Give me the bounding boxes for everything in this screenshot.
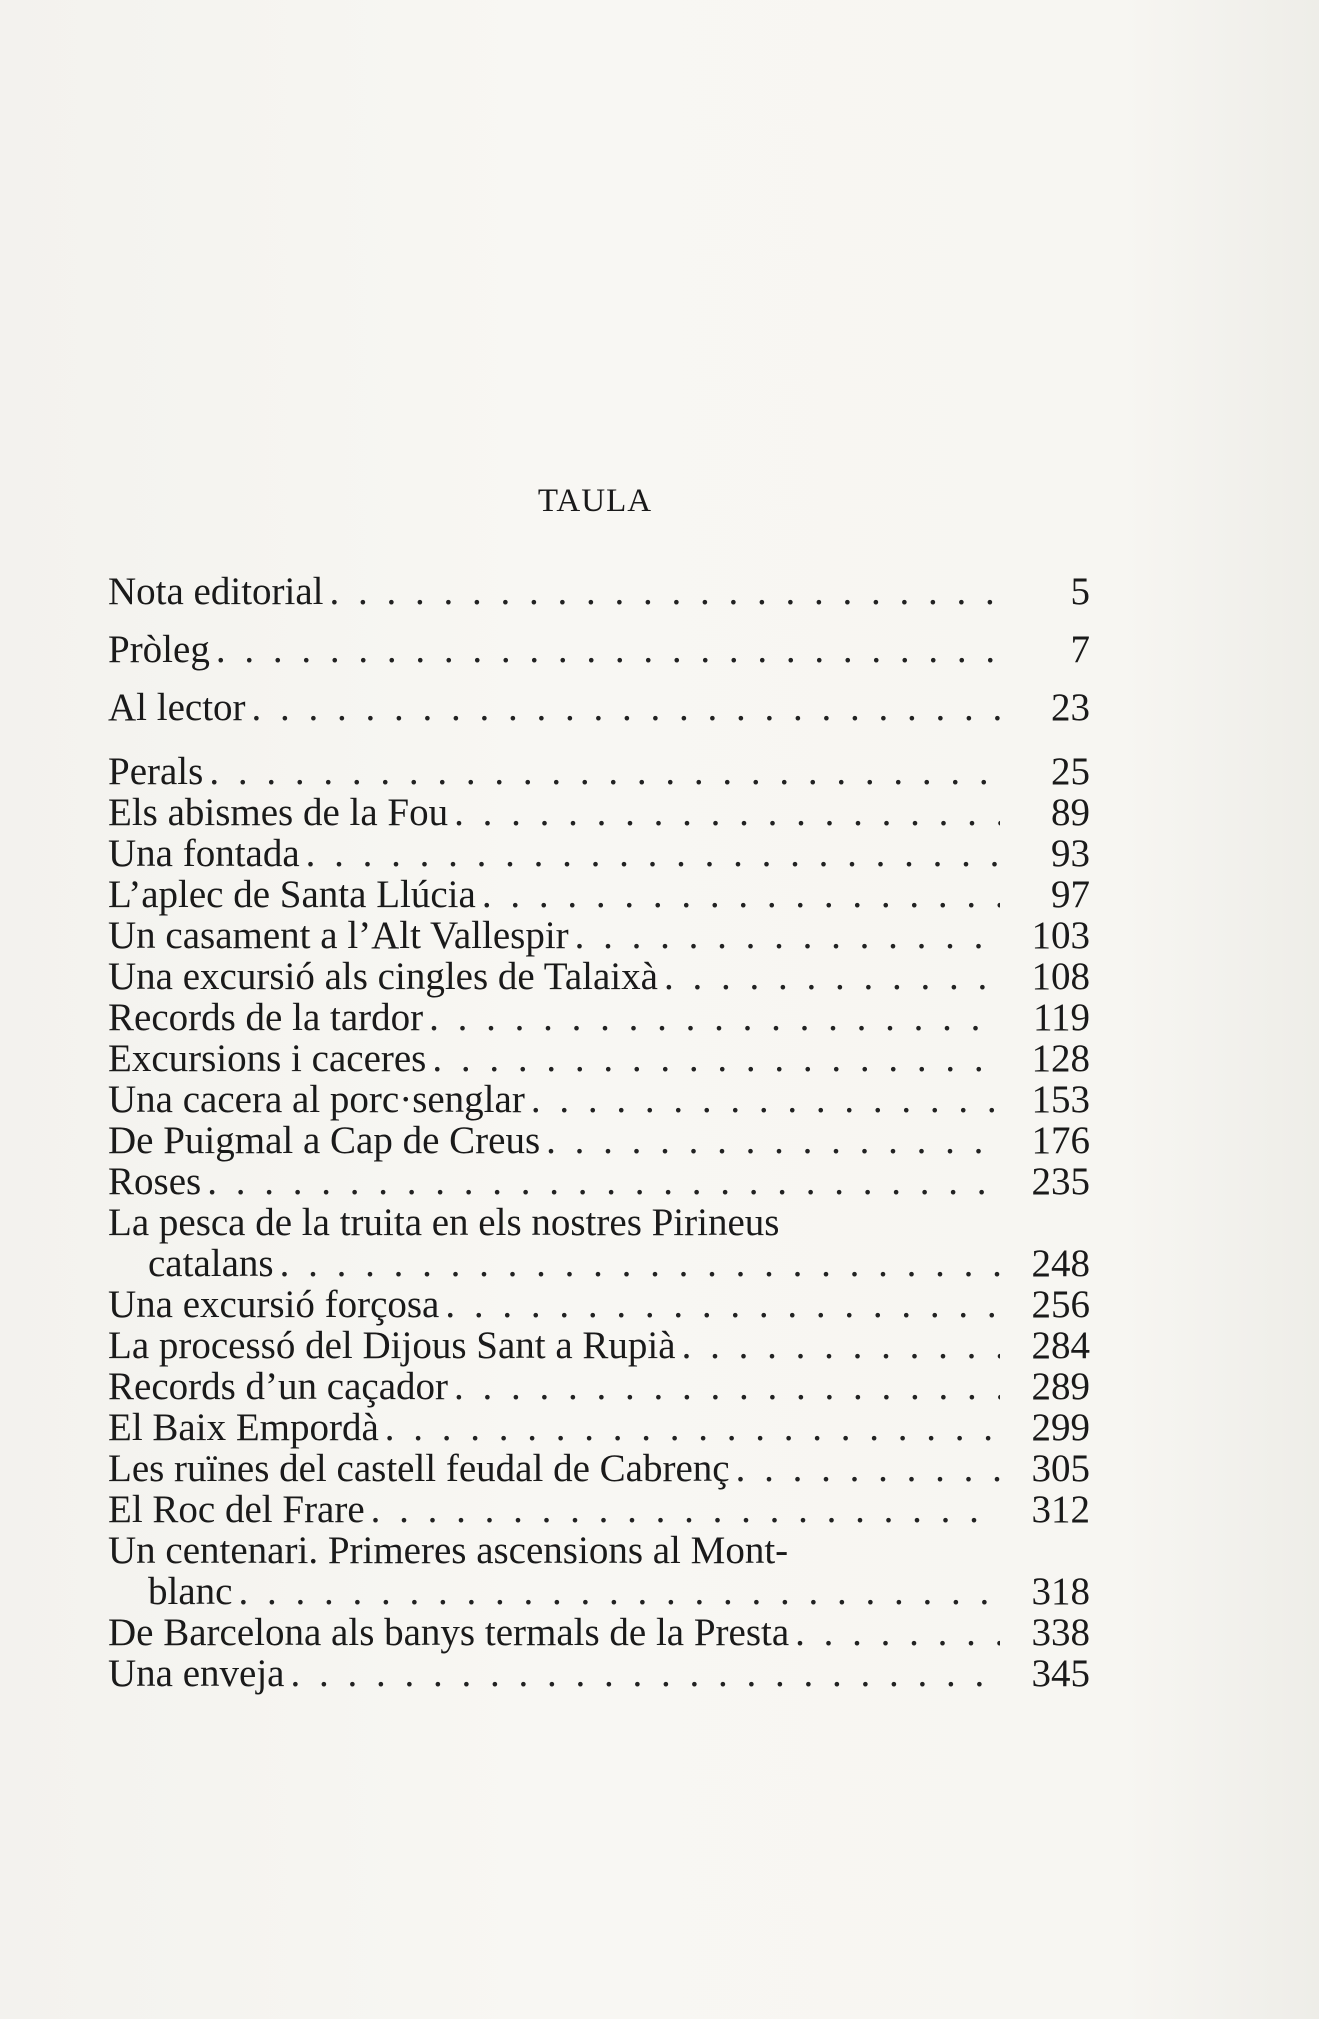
toc-entry-page: 299 (1031, 1406, 1090, 1449)
toc-entry-page: 338 (1031, 1611, 1090, 1654)
toc-entry-page: 248 (1031, 1242, 1090, 1285)
dot-leader (379, 1407, 1000, 1448)
toc-entry-page: 89 (1051, 791, 1090, 834)
toc-entry-title: Al lector (108, 686, 246, 729)
toc-entry-title: Roses (108, 1160, 202, 1203)
toc-entry (108, 997, 1090, 1038)
dot-leader (203, 751, 1000, 792)
dot-leader (426, 1038, 1000, 1079)
toc-entry-page: 25 (1051, 750, 1090, 793)
dot-leader (274, 1243, 1000, 1284)
toc-entry-title: Un casament a l’Alt Vallespir (108, 914, 569, 957)
toc-entry (108, 1653, 1090, 1694)
toc-entry (108, 1161, 1090, 1202)
toc-entry-title: La processó del Dijous Sant a Rupià (108, 1324, 676, 1367)
toc-entry (108, 833, 1090, 874)
dot-leader (448, 1366, 1000, 1407)
toc-entry (108, 1284, 1090, 1325)
toc-entry-page: 176 (1031, 1119, 1090, 1162)
toc-entry-page: 345 (1031, 1652, 1090, 1695)
toc-entry-title: Pròleg (108, 628, 210, 671)
dot-leader (232, 1571, 1000, 1612)
toc-entry-title: Els abismes de la Fou (108, 791, 449, 834)
toc-entry-title: Una excursió als cingles de Talaixà (108, 955, 658, 998)
toc-entry-page: 119 (1032, 996, 1090, 1039)
toc-entry-page: 289 (1031, 1365, 1090, 1408)
toc-entry (108, 915, 1090, 956)
dot-leader (246, 679, 1000, 737)
toc-entry-title: De Puigmal a Cap de Creus (108, 1119, 541, 1162)
toc-entry-title: De Barcelona als banys termals de la Presta (108, 1611, 790, 1654)
dot-leader (476, 874, 1000, 915)
toc-entry-title: Una excursió forçosa (108, 1283, 440, 1326)
toc-entry-title-continued: blanc (148, 1570, 233, 1613)
toc-entry-title: Perals (108, 750, 204, 793)
toc-entry-title: El Baix Empordà (108, 1406, 379, 1449)
toc-entry-title: Un centenari. Primeres ascensions al Mont- (108, 1529, 789, 1572)
dot-leader (423, 997, 1000, 1038)
toc-entry (108, 751, 1090, 792)
toc-entry-title: Excursions i caceres (108, 1037, 427, 1080)
toc-entry (108, 1325, 1090, 1366)
dot-leader (365, 1489, 1000, 1530)
toc-entry-title: Una enveja (108, 1652, 285, 1695)
toc-entry-page: 128 (1031, 1037, 1090, 1080)
dot-leader (540, 1120, 1000, 1161)
toc-entry-page: 305 (1031, 1447, 1090, 1490)
toc-entry (108, 621, 1090, 679)
toc-entry-page: 153 (1031, 1078, 1090, 1121)
toc-entry-title-continued: catalans (148, 1242, 274, 1285)
toc-entry-title: Records de la tardor (108, 996, 424, 1039)
toc-entry-first-line (108, 1202, 1090, 1243)
toc-entry (108, 1366, 1090, 1407)
dot-leader (300, 833, 1000, 874)
toc-entry (108, 679, 1090, 737)
toc-entry-title: La pesca de la truita en els nostres Pirineus (108, 1201, 780, 1244)
toc-entry (108, 563, 1090, 621)
dot-leader (448, 792, 1000, 833)
toc-entry-title: Les ruïnes del castell feudal de Cabrenç (108, 1447, 730, 1490)
toc-entry (108, 1407, 1090, 1448)
toc-entry (108, 1489, 1090, 1530)
toc-entry (108, 1571, 1090, 1612)
dot-leader (658, 956, 1000, 997)
toc-entry-title: Records d’un caçador (108, 1365, 449, 1408)
toc-entry-page: 103 (1031, 914, 1090, 957)
toc-entry (108, 874, 1090, 915)
dot-leader (789, 1612, 1000, 1653)
toc-entry-page: 318 (1031, 1570, 1090, 1613)
toc-entry (108, 1448, 1090, 1489)
toc-entry (108, 956, 1090, 997)
toc-entry (108, 1038, 1090, 1079)
toc-entry-first-line (108, 1530, 1090, 1571)
toc-entry-page: 7 (1070, 628, 1090, 671)
toc-entry-page: 97 (1051, 873, 1090, 916)
toc-entry (108, 1612, 1090, 1653)
page-title: TAULA (537, 483, 653, 519)
toc-entry-page: 108 (1031, 955, 1090, 998)
dot-leader (324, 563, 1000, 621)
toc-entry-page: 284 (1031, 1324, 1090, 1367)
table-of-contents (108, 563, 1090, 1694)
toc-entry-title: El Roc del Frare (108, 1488, 365, 1531)
toc-entry-page: 93 (1051, 832, 1090, 875)
toc-entry-title: Nota editorial (108, 570, 324, 613)
toc-entry-page: 23 (1051, 686, 1090, 729)
toc-entry (108, 1120, 1090, 1161)
toc-entry-page: 312 (1031, 1488, 1090, 1531)
toc-entry (108, 1243, 1090, 1284)
toc-entry-page: 256 (1031, 1283, 1090, 1326)
toc-entry-page: 5 (1070, 570, 1090, 613)
toc-entry-title: Una cacera al porc·senglar (108, 1078, 525, 1121)
dot-leader (525, 1079, 1000, 1120)
toc-entry-title: Una fontada (108, 832, 300, 875)
dot-leader (439, 1284, 1000, 1325)
dot-leader (676, 1325, 1000, 1366)
dot-leader (285, 1653, 1001, 1694)
toc-entry-page: 235 (1031, 1160, 1090, 1203)
dot-leader (730, 1448, 1000, 1489)
dot-leader (569, 915, 1000, 956)
toc-entry-title: L’aplec de Santa Llúcia (108, 873, 476, 916)
dot-leader (210, 621, 1000, 679)
toc-entry (108, 792, 1090, 833)
toc-entry (108, 1079, 1090, 1120)
dot-leader (201, 1161, 1000, 1202)
